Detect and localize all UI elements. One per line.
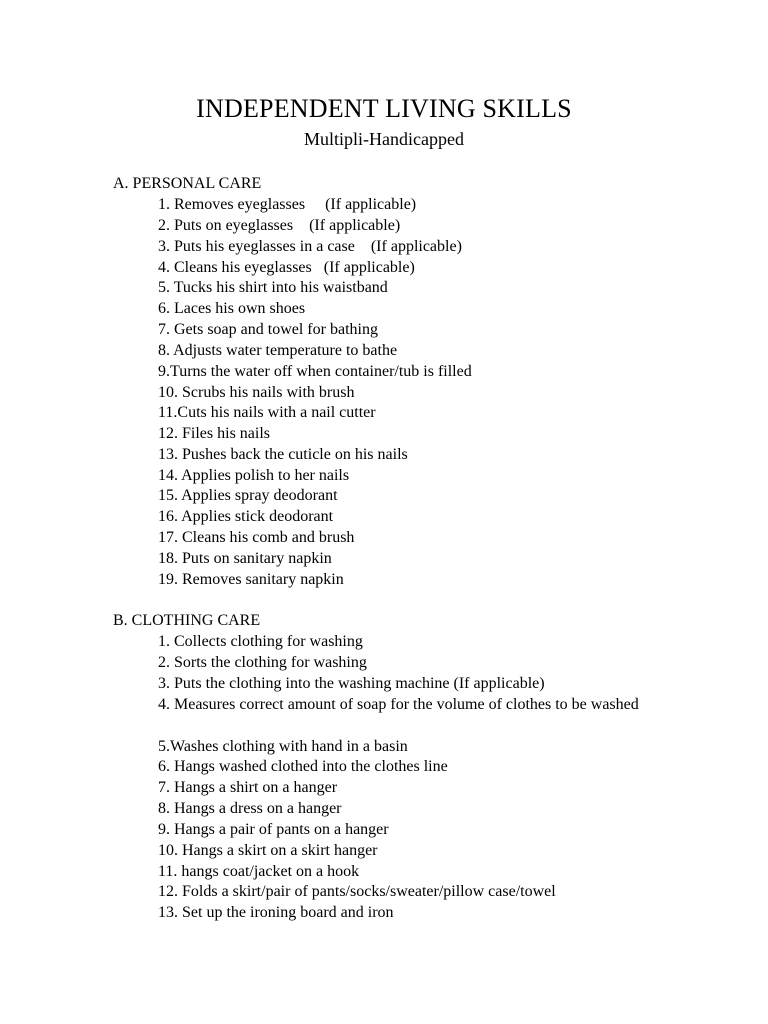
list-item: 18. Puts on sanitary napkin — [158, 550, 332, 567]
list-item: 11. hangs coat/jacket on a hook — [158, 863, 360, 880]
list-item: 16. Applies stick deodorant — [158, 508, 334, 525]
list-item: 8. Adjusts water temperature to bathe — [158, 342, 398, 359]
list-item: 12. Folds a skirt/pair of pants/socks/sweater/pillow case/towel — [158, 883, 556, 900]
list-item: 2. Sorts the clothing for washing — [158, 654, 367, 671]
list-item: 9. Hangs a pair of pants on a hanger — [158, 821, 389, 838]
list-item: 2. Puts on eyeglasses (If applicable) — [158, 217, 401, 234]
list-item: 13. Pushes back the cuticle on his nails — [158, 446, 408, 463]
list-item: 14. Applies polish to her nails — [158, 467, 350, 484]
document-subtitle: Multipli-Handicapped — [304, 129, 464, 149]
list-item: 11.Cuts his nails with a nail cutter — [158, 404, 376, 421]
list-item: 7. Gets soap and towel for bathing — [158, 321, 378, 338]
list-item: 17. Cleans his comb and brush — [158, 529, 355, 546]
list-item: 12. Files his nails — [158, 425, 271, 442]
list-item: 1. Collects clothing for washing — [158, 633, 363, 650]
list-item: 13. Set up the ironing board and iron — [158, 904, 394, 921]
list-item: 19. Removes sanitary napkin — [158, 571, 344, 588]
list-item: 10. Scrubs his nails with brush — [158, 384, 355, 401]
list-item: 1. Removes eyeglasses (If applicable) — [158, 196, 417, 213]
section-heading-personal-care: A. PERSONAL CARE — [113, 175, 262, 192]
list-item: 7. Hangs a shirt on a hanger — [158, 779, 338, 796]
section-heading-clothing-care: B. CLOTHING CARE — [113, 612, 261, 629]
list-item: 5. Tucks his shirt into his waistband — [158, 279, 388, 296]
list-item: 8. Hangs a dress on a hanger — [158, 800, 342, 817]
list-item: 3. Puts the clothing into the washing machine (If applicable) — [158, 675, 545, 692]
list-item: 3. Puts his eyeglasses in a case (If applicable) — [158, 238, 462, 255]
list-item: 4. Cleans his eyeglasses (If applicable) — [158, 259, 415, 276]
list-item: 4. Measures correct amount of soap for the volume of clothes to be washed — [158, 696, 639, 713]
list-item: 6. Hangs washed clothed into the clothes line — [158, 758, 448, 775]
list-item: 10. Hangs a skirt on a skirt hanger — [158, 842, 378, 859]
document-title: INDEPENDENT LIVING SKILLS — [196, 94, 572, 123]
list-item: 9.Turns the water off when container/tub is filled — [158, 363, 472, 380]
list-item: 6. Laces his own shoes — [158, 300, 306, 317]
list-item: 15. Applies spray deodorant — [158, 487, 338, 504]
list-item: 5.Washes clothing with hand in a basin — [158, 738, 408, 755]
